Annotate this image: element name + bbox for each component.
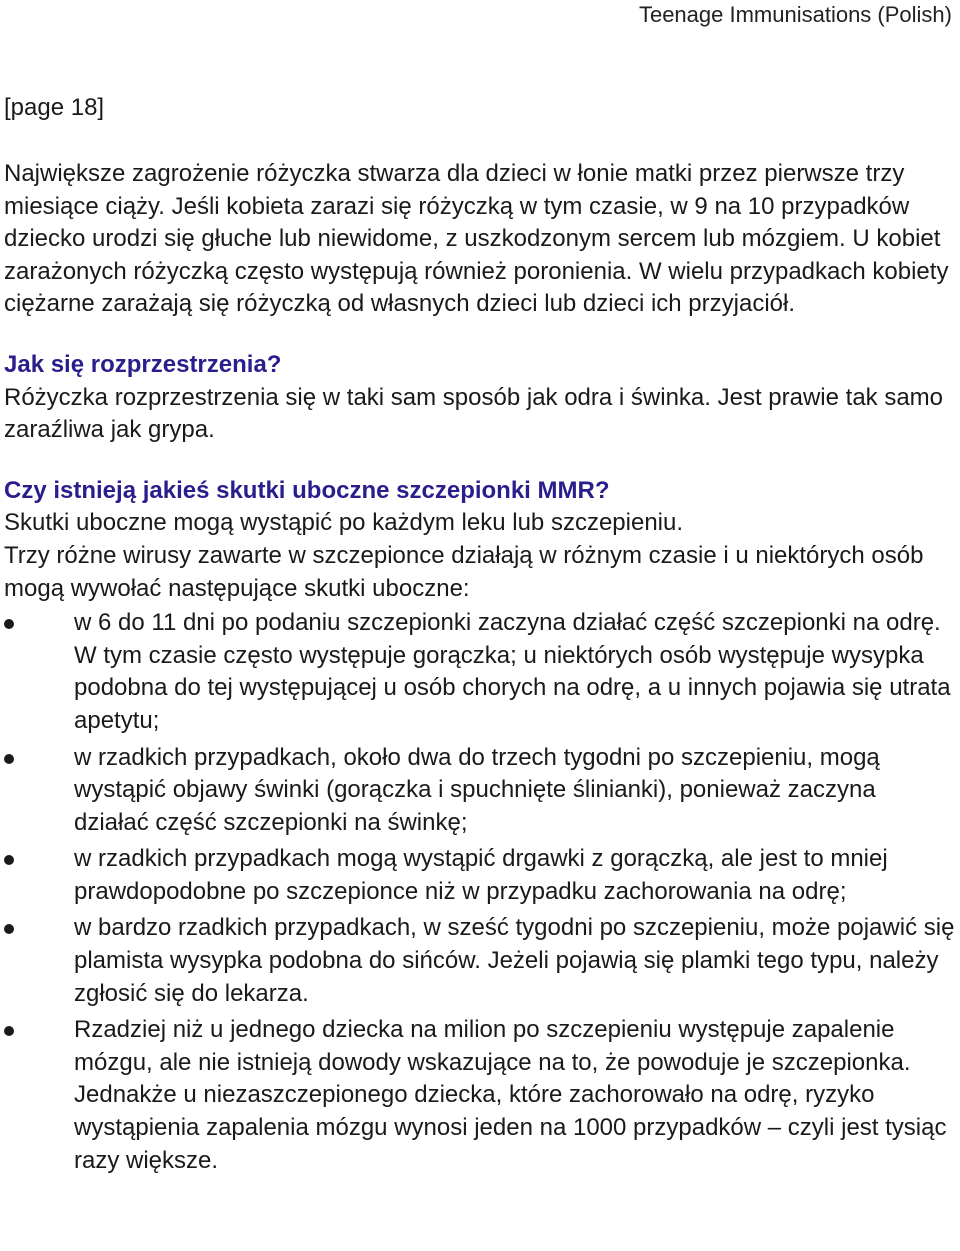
bullet-icon xyxy=(4,855,14,865)
list-item-text: w rzadkich przypadkach, około dwa do trzech tygodni po szczepieniu, mogą wystąpić objawy świnki (gorączka i spuchnięte ślinianki), ponieważ zaczyna działać część szczepionki na świnkę; xyxy=(74,743,880,836)
section-text-spread: Różyczka rozprzestrzenia się w taki sam sposób jak odra i świnka. Jest prawie tak samo zaraźliwa jak grypa. xyxy=(4,383,944,444)
bullet-icon xyxy=(4,924,14,934)
side-effects-line-1: Skutki uboczne mogą wystąpić po każdym leku lub szczepieniu. xyxy=(4,509,684,537)
list-item xyxy=(4,607,956,737)
list-item xyxy=(4,742,956,840)
document-body xyxy=(4,158,956,1181)
list-item-text: Rzadziej niż u jednego dziecka na milion po szczepieniu występuje zapalenie mózgu, ale nie istnieją dowody wskazujące na to, że powoduje je szczepionka. Jednakże u niezaszczepionego dziecka, które zachorowało na odrę, ryzyko wystąpienia zapalenia mózgu wynosi jeden na 1000 przypadków – czyli jest tysiąc razy większe. xyxy=(74,1016,947,1174)
side-effects-line-2: Trzy różne wirusy zawarte w szczepionce działają w różnym czasie i u niektórych osób mogą wywołać następujące skutki uboczne: xyxy=(4,541,924,602)
running-header: Teenage Immunisations (Polish) xyxy=(638,2,952,27)
bullet-icon xyxy=(4,619,14,629)
section-heading-side-effects: Czy istnieją jakieś skutki uboczne szczepionki MMR? xyxy=(4,476,610,504)
section-heading-spread: Jak się rozprzestrzenia? xyxy=(4,350,282,378)
list-item xyxy=(4,912,956,1010)
list-item xyxy=(4,1014,956,1177)
list-item-text: w bardzo rzadkich przypadkach, w sześć tygodni po szczepieniu, może pojawić się plamista wysypka podobna do sińców. Jeżeli pojawią się plamki tego typu, należy zgłosić się do lekarza. xyxy=(74,914,955,1007)
list-item-text: w 6 do 11 dni po podaniu szczepionki zaczyna działać część szczepionki na odrę. W tym czasie często występuje gorączka; u niektórych osób występuje wysypka podobna do tej występującej u osób chorych na odrę, a u innych pojawia się utrata apetytu; xyxy=(74,609,951,734)
bullet-icon xyxy=(4,1026,14,1036)
bullet-icon xyxy=(4,754,14,764)
list-item xyxy=(4,843,956,908)
list-item-text: w rzadkich przypadkach mogą wystąpić drgawki z gorączką, ale jest to mniej prawdopodobne po szczepionce niż w przypadku zachorowania na odrę; xyxy=(74,845,888,905)
intro-paragraph: Największe zagrożenie różyczka stwarza dla dzieci w łonie matki przez pierwsze trzy miesiące ciąży. Jeśli kobieta zarazi się różyczką w tym czasie, w 9 na 10 przypadków dziecko urodzi się głuche lub niewidome, z uszkodzonym sercem lub mózgiem. U kobiet zarażonych różyczką często występują również poronienia. W wielu przypadkach kobiety ciężarne zarażają się różyczką od własnych dzieci lub dzieci ich przyjaciół. xyxy=(4,160,949,318)
side-effects-list xyxy=(4,607,956,1177)
page-number-marker: [page 18] xyxy=(4,94,105,121)
